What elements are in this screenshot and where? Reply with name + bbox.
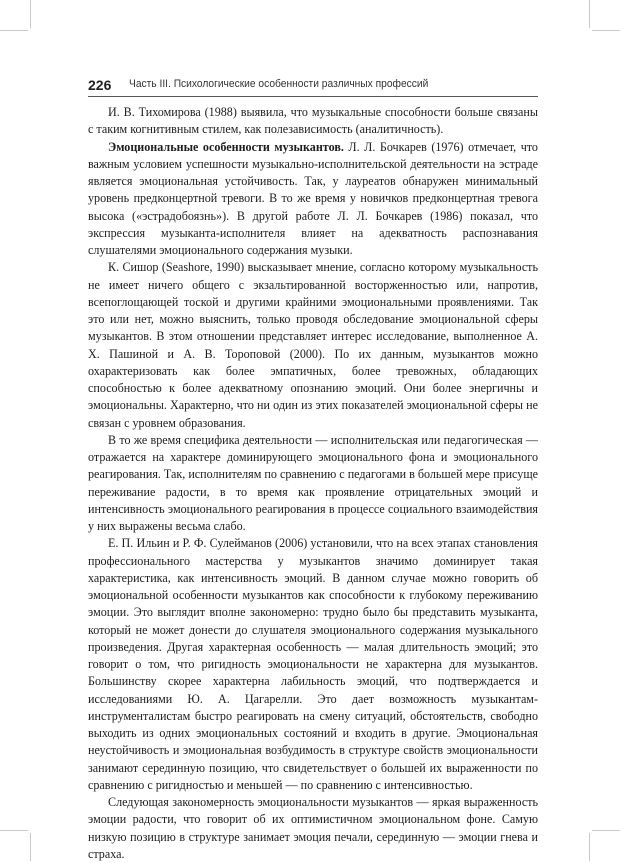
paragraph: Следующая закономерность эмоциональности музыкантов — яркая выраженность эмоции радости, что говорит об их оптимистичном эмоциональном фоне. Самую низкую позицию в структуре занимает эмоция печали, серединную — эмоции гнева и страха. [88, 795, 538, 861]
paragraph: Е. П. Ильин и Р. Ф. Сулейманов (2006) установили, что на всех этапах становления профессионального мастерства у музыкантов значимо доминирует такая характеристика, как интенсивность эмоций. В данном случае можно говорить об эмоциональной особенности музыкантов как способности к глубокому переживанию эмоции. Это выглядит вполне закономерно: трудно было бы представить музыканта, который не может донести до слушателя эмоционального содержания музыкального произведения. Другая характерная особенность — малая длительность эмоций; это говорит о том, что ригидность эмоциональности не характерна для музыкантов. Большинству скорее характерна лабильность эмоций, что подтверждается и исследованиями Ю. А. Цагарелли. Это дает возможность музыкантам-инструменталистам быстро реагировать на смену ситуаций, обстоятельств, свободно выходить из одних эмоциональных состояний и входить в другие. Эмоциональная неустойчивость и эмоциональная возбудимость в структуре свойств эмоциональности занимают серединную позицию, что свидетельствует о большей их выраженности по сравнению с ригидностью и меньшей — по сравнению с интенсивностью. [88, 536, 538, 792]
crop-mark-top-left-h [0, 30, 28, 31]
paragraph-text: Л. Л. Бочкарев (1976) отмечает, что важным условием успешности музыкально-исполнительской деятельности на эстраде является эмоциональная устойчивость. Так, у лауреатов обнаружен минимальный уровень предконцертной тревоги. В то же время у новичков предконцертная тревога высока («эстрадобоязнь»). В другой работе Л. Л. Бочкарев (1986) показал, что экспрессия музыканта-исполнителя влияет на адекватность распознавания слушателями эмоционального содержания музыки. [88, 139, 538, 257]
paragraph [88, 139, 538, 260]
section-heading: Эмоциональные особенности музыкантов. [108, 139, 344, 154]
crop-mark-bottom-left-h [0, 830, 28, 831]
paragraph: К. Сишор (Seashore, 1990) высказывает мнение, согласно которому музыкальность не имеет ничего общего с экзальтированной восторженностью или, напротив, всепоглощающей тоской и другими крайними эмоциональными проявлениями. Так это или нет, можно выяснить, только проводя обследование эмоциональной сферы музыкантов. В этом отношении представляет интерес исследование, выполненное А. Х. Пашиной и А. В. Тороповой (2000). По их данным, музыкантов можно охарактеризовать как более эмпатичных, более тревожных, обладающих способностью к более адекватному опознанию эмоций. Они более энергичны и эмоциональны. Характерно, что ни один из этих показателей эмоциональной сферы не связан с уровнем образования. [88, 260, 538, 430]
crop-mark-bottom-right-v [589, 833, 590, 861]
running-title: Часть III. Психологические особенности различных профессий [129, 78, 429, 90]
crop-mark-bottom-right-h [592, 830, 620, 831]
paragraph: В то же время специфика деятельности — исполнительская или педагогическая — отражается на характере доминирующего эмоционального фона и эмоционального реагирования. Так, исполнителям по сравнению с педагогами в большей мере присуще переживание радости, в то время как проявление отрицательных эмоций и интенсивность эмоционального реагирования в процессе социального взаимодействия у них выражены весьма слабо. [88, 432, 538, 533]
header-rule [88, 96, 538, 97]
paragraph: И. В. Тихомирова (1988) выявила, что музыкальные способности больше связаны с таким когнитивным стилем, как полезависимость (аналитичность). [88, 105, 538, 137]
body-text [88, 104, 538, 863]
crop-mark-bottom-left-v [30, 833, 31, 861]
crop-mark-top-right-v [589, 0, 590, 28]
crop-mark-top-right-h [592, 30, 620, 31]
crop-mark-top-left-v [30, 0, 31, 28]
page-number: 226 [88, 77, 112, 93]
